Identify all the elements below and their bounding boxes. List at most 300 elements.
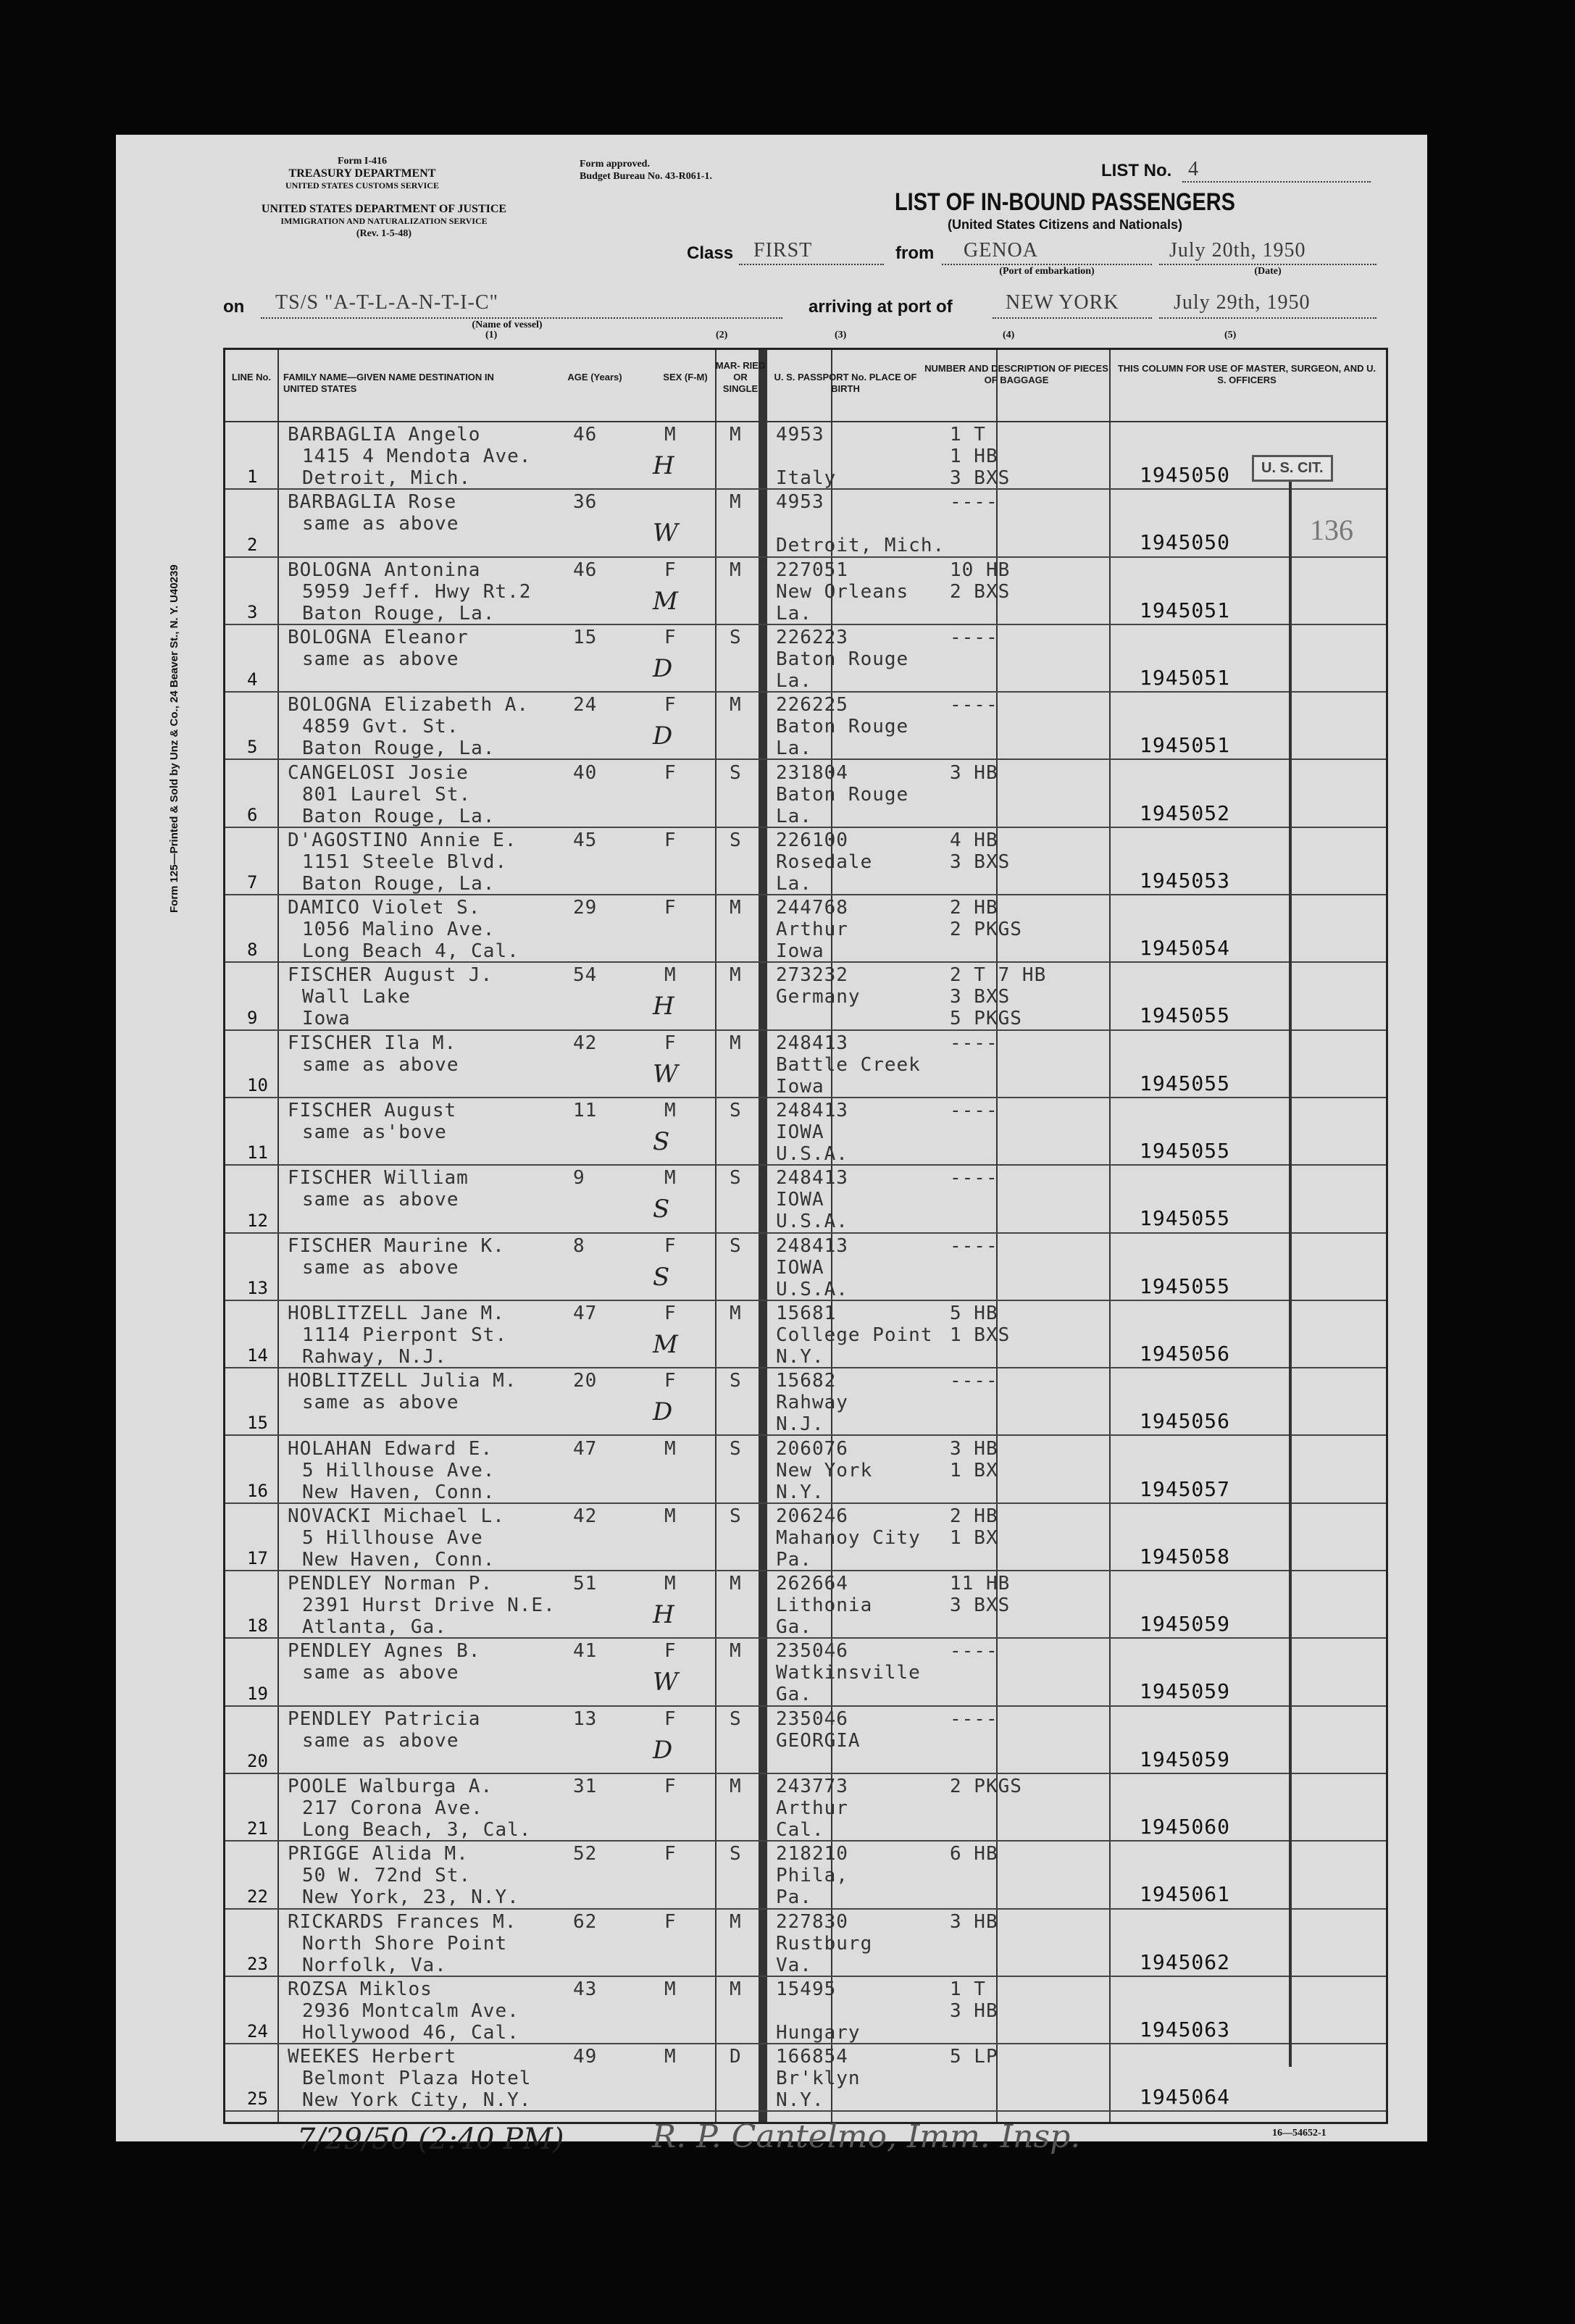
baggage-line-1: 11 HB xyxy=(950,1573,1011,1595)
age: 47 xyxy=(573,1302,598,1324)
line-number: 25 xyxy=(247,2089,268,2110)
baggage-line-3: 5 PKGS xyxy=(950,1008,1022,1030)
address-line-1: North Shore Point xyxy=(302,1932,508,1955)
date-year: 50 xyxy=(1284,239,1306,262)
marital-status: M xyxy=(730,559,742,581)
row-rule xyxy=(225,2110,1386,2112)
form-approved: Form approved. xyxy=(580,159,650,170)
birthplace-line-2: La. xyxy=(776,872,812,895)
marital-status: M xyxy=(730,424,742,446)
address-line-2: Long Beach 4, Cal. xyxy=(302,940,519,963)
approval-block xyxy=(580,158,753,183)
baggage-line-1: ---- xyxy=(950,1032,998,1054)
address-line-1: Wall Lake xyxy=(302,986,411,1008)
date-value xyxy=(1169,239,1305,262)
table-row xyxy=(225,1368,1386,1436)
baggage-line-2: 3 BXS xyxy=(950,986,1011,1008)
sex: M xyxy=(664,1167,677,1190)
baggage-line-2: 1 BXS xyxy=(950,1324,1011,1346)
relation-mark: S xyxy=(653,1127,670,1156)
line-number: 11 xyxy=(247,1142,268,1163)
marital-status: S xyxy=(730,1234,742,1257)
passenger-name: HOBLITZELL Julia M. xyxy=(288,1370,517,1392)
address-line-1: 2391 Hurst Drive N.E. xyxy=(302,1594,556,1617)
sex: F xyxy=(664,1234,677,1257)
birthplace-line-2: Cal. xyxy=(776,1819,824,1841)
sex: F xyxy=(664,1843,677,1865)
sex: F xyxy=(664,1708,677,1730)
address-line-2: Norfolk, Va. xyxy=(302,1954,447,1976)
age: 20 xyxy=(573,1370,598,1392)
passport-number: 227051 xyxy=(776,559,848,581)
col-header-age: AGE (Years) xyxy=(567,372,622,383)
arrival-port: NEW YORK xyxy=(1006,291,1119,314)
marital-status: M xyxy=(730,897,742,919)
baggage-line-1: 10 HB xyxy=(950,559,1011,581)
marital-status: M xyxy=(730,1032,742,1054)
sex: F xyxy=(664,897,677,919)
marital-status: M xyxy=(730,1776,742,1797)
birthplace-line-2: N.Y. xyxy=(776,2089,824,2112)
baggage-line-2: 3 BXS xyxy=(950,850,1011,873)
table-row xyxy=(225,1639,1386,1706)
birthplace-line-1: GEORGIA xyxy=(776,1729,861,1752)
table-row xyxy=(225,1098,1386,1166)
birthplace-line-2: Ga. xyxy=(776,1684,812,1706)
list-label: LIST No. xyxy=(1101,161,1172,180)
list-number-label xyxy=(1101,161,1171,181)
passport-number: 248413 xyxy=(776,1167,848,1190)
age: 54 xyxy=(573,964,598,987)
address-line-1: 217 Corona Ave. xyxy=(302,1797,483,1819)
address-line-1: 1151 Steele Blvd. xyxy=(302,850,508,873)
line-number: 19 xyxy=(247,1683,268,1704)
birthplace-line-1: Rosedale xyxy=(776,850,873,873)
embark-caption: (Port of embarkation) xyxy=(999,266,1095,277)
baggage-line-1: 5 LP xyxy=(950,2046,998,2068)
class-underline xyxy=(739,264,884,265)
age: 51 xyxy=(573,1573,598,1595)
birthplace-line-1: Arthur xyxy=(776,1797,848,1819)
passport-number: 15495 xyxy=(776,1978,837,2000)
sex: F xyxy=(664,694,677,716)
passenger-name: BOLOGNA Antonina xyxy=(288,559,481,581)
age: 31 xyxy=(573,1776,598,1797)
age: 46 xyxy=(573,424,598,446)
birthplace-line-1: Rahway xyxy=(776,1392,848,1414)
baggage-line-1: ---- xyxy=(950,1708,998,1730)
col-header-line: LINE No. xyxy=(231,372,272,383)
birthplace-line-1: Battle Creek xyxy=(776,1053,921,1076)
from-label: from xyxy=(895,243,935,263)
age: 24 xyxy=(573,694,598,716)
officer-number: 1945059 xyxy=(1140,1747,1231,1771)
baggage-line-1: 2 T 7 HB xyxy=(950,964,1047,987)
sex: M xyxy=(664,964,677,987)
passenger-name: BARBAGLIA Rose xyxy=(288,491,457,514)
on-label: on xyxy=(223,297,245,317)
passenger-name: PENDLEY Agnes B. xyxy=(288,1640,481,1663)
age: 49 xyxy=(573,2046,598,2068)
address-line-1: 4859 Gvt. St. xyxy=(302,716,459,738)
birthplace-line-1: Lithonia xyxy=(776,1594,873,1617)
col-num-3: (3) xyxy=(835,330,847,340)
sex: M xyxy=(664,1978,677,2000)
officer-number: 1945060 xyxy=(1140,1815,1231,1839)
side-print: Form 125—Printed & Sold by Unz & Co., 24 Beaver St., N. Y. U40239 xyxy=(168,564,180,913)
sex: F xyxy=(664,761,677,784)
birthplace-line-2: Iowa xyxy=(776,1075,824,1098)
officer-number: 1945058 xyxy=(1140,1544,1231,1568)
officer-number: 1945051 xyxy=(1140,733,1231,758)
birthplace-line-2: U.S.A. xyxy=(776,1278,848,1300)
birthplace-line-1: Watkinsville xyxy=(776,1662,921,1684)
marital-status: S xyxy=(730,1167,742,1190)
line-number: 24 xyxy=(247,2021,268,2042)
line-number: 21 xyxy=(247,1818,268,1839)
line-number: 15 xyxy=(247,1413,268,1434)
baggage-line-2: 2 BXS xyxy=(950,580,1011,603)
officer-number: 1945051 xyxy=(1140,598,1231,622)
marital-status: S xyxy=(730,626,742,648)
passenger-name: WEEKES Herbert xyxy=(288,2046,457,2068)
justice-department: UNITED STATES DEPARTMENT OF JUSTICE xyxy=(261,203,507,215)
relation-mark: M xyxy=(653,586,678,616)
passport-number: 227830 xyxy=(776,1910,848,1933)
birthplace-line-1: IOWA xyxy=(776,1256,824,1279)
passport-number: 4953 xyxy=(776,424,824,446)
sex: F xyxy=(664,559,677,581)
sex: F xyxy=(664,1032,677,1054)
birthplace-line-2: Italy xyxy=(776,467,837,489)
officer-number: 1945051 xyxy=(1140,665,1231,690)
table-row xyxy=(225,1707,1386,1774)
officer-number: 1945050 xyxy=(1140,530,1231,555)
relation-mark: S xyxy=(653,1262,670,1292)
address-line-1: same as'bove xyxy=(302,1121,447,1143)
baggage-line-1: ---- xyxy=(950,1640,998,1663)
birthplace-line-1: IOWA xyxy=(776,1121,824,1143)
treasury-department: TREASURY DEPARTMENT xyxy=(288,167,436,180)
line-number: 16 xyxy=(247,1480,268,1501)
birthplace-line-1: Arthur xyxy=(776,919,848,941)
passenger-name: PRIGGE Alida M. xyxy=(288,1843,469,1865)
relation-mark: W xyxy=(653,1668,678,1697)
baggage-line-1: 3 HB xyxy=(950,1437,998,1460)
age: 45 xyxy=(573,829,598,851)
address-line-1: same as above xyxy=(302,1256,459,1279)
age: 41 xyxy=(573,1640,598,1663)
col-header-married: MAR- RIED OR SINGLE xyxy=(715,360,766,394)
table-row xyxy=(225,1774,1386,1842)
address-line-2: Iowa xyxy=(302,1008,351,1030)
marital-status: M xyxy=(730,491,742,514)
officer-number: 1945056 xyxy=(1140,1409,1231,1434)
address-line-2: Baton Rouge, La. xyxy=(302,805,496,827)
marital-status: D xyxy=(730,2046,742,2068)
passenger-name: FISCHER August xyxy=(288,1100,457,1121)
birthplace-line-1: Phila, xyxy=(776,1865,848,1887)
address-line-2: Baton Rouge, La. xyxy=(302,872,496,895)
address-line-1: same as above xyxy=(302,1189,459,1211)
baggage-line-3: 3 BXS xyxy=(950,467,1011,489)
sex: F xyxy=(664,829,677,851)
passenger-name: DAMICO Violet S. xyxy=(288,897,481,919)
age: 11 xyxy=(573,1100,598,1121)
relation-mark: D xyxy=(653,1397,673,1427)
passenger-name: D'AGOSTINO Annie E. xyxy=(288,829,517,851)
marital-status: S xyxy=(730,829,742,851)
passport-number: 244768 xyxy=(776,897,848,919)
address-line-1: 1114 Pierpont St. xyxy=(302,1324,508,1346)
form-block-treasury xyxy=(268,155,456,192)
age: 62 xyxy=(573,1910,598,1933)
line-number: 8 xyxy=(247,940,258,961)
passenger-name: PENDLEY Patricia xyxy=(288,1708,481,1730)
address-line-1: same as above xyxy=(302,1392,459,1414)
birthplace-line-1: New Orleans xyxy=(776,580,909,603)
sex: M xyxy=(664,2046,677,2068)
baggage-line-1: 6 HB xyxy=(950,1843,998,1865)
address-line-2: Detroit, Mich. xyxy=(302,467,472,489)
line-number: 13 xyxy=(247,1277,268,1298)
age: 40 xyxy=(573,761,598,784)
sex: F xyxy=(664,1640,677,1663)
officer-number: 1945056 xyxy=(1140,1341,1231,1366)
address-line-2: New Haven, Conn. xyxy=(302,1481,496,1503)
passport-number: 248413 xyxy=(776,1234,848,1257)
birthplace-line-2: La. xyxy=(776,737,812,760)
relation-mark: H xyxy=(653,451,674,480)
passport-number: 243773 xyxy=(776,1776,848,1797)
passport-number: 273232 xyxy=(776,964,848,987)
birthplace-line-2: Iowa xyxy=(776,940,824,963)
marital-status: M xyxy=(730,1573,742,1595)
address-line-1: same as above xyxy=(302,1662,459,1684)
birthplace-line-2: Ga. xyxy=(776,1616,812,1639)
passport-number: 218210 xyxy=(776,1843,848,1865)
col-num-1: (1) xyxy=(485,330,498,340)
address-line-1: 5 Hillhouse Ave xyxy=(302,1526,483,1549)
birthplace-line-1: Baton Rouge xyxy=(776,716,909,738)
baggage-line-1: ---- xyxy=(950,694,998,716)
officer-number: 1945059 xyxy=(1140,1612,1231,1637)
col-header-officers: THIS COLUMN FOR USE OF MASTER, SURGEON, AND U. S. OFFICERS xyxy=(1117,363,1376,385)
line-number: 22 xyxy=(247,1886,268,1907)
birthplace-line-2: N.Y. xyxy=(776,1345,824,1368)
vessel-name: TS/S "A-T-L-A-N-T-I-C" xyxy=(275,291,498,314)
print-code: 16—54652-1 xyxy=(1272,2128,1327,2139)
marital-status: S xyxy=(730,1708,742,1730)
passenger-name: FISCHER William xyxy=(288,1167,469,1190)
relation-mark: W xyxy=(653,519,678,548)
address-line-2: New York City, N.Y. xyxy=(302,2089,532,2112)
officer-number: 1945061 xyxy=(1140,1882,1231,1907)
table-row xyxy=(225,1504,1386,1571)
officer-number: 1945054 xyxy=(1140,936,1231,961)
relation-mark: D xyxy=(653,722,673,751)
table-row xyxy=(225,1910,1386,1977)
passport-number: 15682 xyxy=(776,1370,837,1392)
birthplace-line-2: Hungary xyxy=(776,2021,861,2044)
passenger-name: ROZSA Miklos xyxy=(288,1978,433,2000)
date-caption: (Date) xyxy=(1254,266,1282,277)
birthplace-line-1: Mahanoy City xyxy=(776,1526,921,1549)
passenger-name: BARBAGLIA Angelo xyxy=(288,424,481,446)
relation-mark: D xyxy=(653,653,673,683)
sex: F xyxy=(664,1370,677,1392)
baggage-line-1: ---- xyxy=(950,1167,998,1190)
col-header-passport: U. S. PASSPORT No. PLACE OF BIRTH xyxy=(774,372,917,394)
sex: M xyxy=(664,1573,677,1595)
birthplace-line-1: Germany xyxy=(776,986,861,1008)
address-line-1: 5959 Jeff. Hwy Rt.2 xyxy=(302,580,532,603)
table-row xyxy=(225,1234,1386,1301)
marital-status: S xyxy=(730,1505,742,1527)
citizen-stamp: U. S. CIT. xyxy=(1252,455,1333,482)
birthplace-line-1: IOWA xyxy=(776,1189,824,1211)
stamp-count: 136 xyxy=(1310,514,1353,546)
relation-mark: M xyxy=(653,1329,678,1359)
passenger-name: FISCHER August J. xyxy=(288,964,493,987)
address-line-2: Atlanta, Ga. xyxy=(302,1616,447,1639)
passport-number: 235046 xyxy=(776,1708,848,1730)
officer-number: 1945059 xyxy=(1140,1679,1231,1704)
line-number: 3 xyxy=(247,601,258,622)
baggage-line-1: ---- xyxy=(950,1100,998,1121)
sex: F xyxy=(664,626,677,648)
baggage-line-1: 3 HB xyxy=(950,1910,998,1933)
line-number: 6 xyxy=(247,804,258,825)
officer-number: 1945055 xyxy=(1140,1003,1231,1028)
passport-number: 206076 xyxy=(776,1437,848,1460)
officer-number: 1945055 xyxy=(1140,1206,1231,1231)
relation-mark: S xyxy=(653,1195,670,1224)
address-line-1: same as above xyxy=(302,648,459,670)
passenger-name: HOLAHAN Edward E. xyxy=(288,1437,493,1460)
passenger-name: HOBLITZELL Jane M. xyxy=(288,1302,505,1324)
table-row xyxy=(225,693,1386,760)
table-row xyxy=(225,761,1386,828)
relation-mark: W xyxy=(653,1059,678,1089)
baggage-line-1: 1 T xyxy=(950,424,986,446)
class-label: Class xyxy=(687,243,734,263)
sex: M xyxy=(664,1437,677,1460)
relation-mark: H xyxy=(653,992,674,1021)
birthplace-line-1: New York xyxy=(776,1459,873,1481)
passenger-name: RICKARDS Frances M. xyxy=(288,1910,517,1933)
address-line-2: Hollywood 46, Cal. xyxy=(302,2021,519,2044)
line-number: 20 xyxy=(247,1750,268,1771)
table-row xyxy=(225,963,1386,1030)
arrival-date-text: July 29th, 19 xyxy=(1174,291,1289,314)
line-number: 12 xyxy=(247,1210,268,1231)
marital-status: M xyxy=(730,1978,742,2000)
passenger-name: CANGELOSI Josie xyxy=(288,761,469,784)
col-num-4: (4) xyxy=(1003,330,1015,340)
age: 15 xyxy=(573,626,598,648)
arriving-label: arriving at port of xyxy=(809,297,953,317)
marital-status: M xyxy=(730,1910,742,1933)
officer-number: 1945055 xyxy=(1140,1139,1231,1163)
passenger-name: FISCHER Ila M. xyxy=(288,1032,457,1054)
birthplace-line-2: Va. xyxy=(776,1954,812,1976)
vessel-caption: (Name of vessel) xyxy=(472,319,543,330)
age: 29 xyxy=(573,897,598,919)
birthplace-line-2: U.S.A. xyxy=(776,1143,848,1165)
table-row xyxy=(225,1166,1386,1233)
baggage-line-2: 3 HB xyxy=(950,1999,998,2022)
age: 52 xyxy=(573,1843,598,1865)
ditto-line xyxy=(1289,473,1292,2067)
address-line-1: 1415 4 Mendota Ave. xyxy=(302,446,532,467)
col-header-baggage: NUMBER AND DESCRIPTION OF PIECES OF BAGGAGE xyxy=(924,363,1108,385)
address-line-2: Long Beach, 3, Cal. xyxy=(302,1819,532,1841)
passport-number: 166854 xyxy=(776,2046,848,2068)
sex: F xyxy=(664,1302,677,1324)
officer-number: 1945053 xyxy=(1140,868,1231,893)
sex: M xyxy=(664,424,677,446)
passport-number: 248413 xyxy=(776,1100,848,1121)
table-row xyxy=(225,1301,1386,1368)
table-row xyxy=(225,1571,1386,1639)
address-line-1: 1056 Malino Ave. xyxy=(302,919,496,941)
marital-status: S xyxy=(730,1843,742,1865)
relation-mark: D xyxy=(653,1735,673,1765)
line-number: 9 xyxy=(247,1007,258,1028)
age: 42 xyxy=(573,1505,598,1527)
passenger-name: POOLE Walburga A. xyxy=(288,1776,493,1797)
address-line-1: 2936 Montcalm Ave. xyxy=(302,1999,519,2022)
officer-number: 1945055 xyxy=(1140,1071,1231,1095)
passport-number: 231804 xyxy=(776,761,848,784)
passenger-name: FISCHER Maurine K. xyxy=(288,1234,505,1257)
age: 36 xyxy=(573,491,598,514)
passport-number: 226223 xyxy=(776,626,848,648)
age: 13 xyxy=(573,1708,598,1730)
address-line-1: 50 W. 72nd St. xyxy=(302,1865,472,1887)
passport-number: 4953 xyxy=(776,491,824,514)
birthplace-line-2: La. xyxy=(776,805,812,827)
baggage-line-1: 2 PKGS xyxy=(950,1776,1022,1797)
address-line-1: same as above xyxy=(302,513,459,535)
arrival-date-underline xyxy=(1159,317,1376,319)
table-row xyxy=(225,558,1386,625)
birthplace-line-2: U.S.A. xyxy=(776,1211,848,1233)
passport-number: 206246 xyxy=(776,1505,848,1527)
baggage-line-2: 1 BX xyxy=(950,1526,998,1549)
passport-number: 262664 xyxy=(776,1573,848,1595)
line-number: 18 xyxy=(247,1615,268,1637)
sex: F xyxy=(664,1776,677,1797)
passport-number: 15681 xyxy=(776,1302,837,1324)
passenger-name: NOVACKI Michael L. xyxy=(288,1505,505,1527)
page-title: LIST OF IN-BOUND PASSENGERS xyxy=(895,188,1235,216)
line-number: 14 xyxy=(247,1345,268,1366)
table-row xyxy=(225,1842,1386,1909)
marital-status: S xyxy=(730,1437,742,1460)
table-row xyxy=(225,1437,1386,1504)
baggage-line-1: 3 HB xyxy=(950,761,998,784)
baggage-line-1: ---- xyxy=(950,1370,998,1392)
col-num-5: (5) xyxy=(1224,330,1237,340)
birthplace-line-2: Pa. xyxy=(776,1886,812,1909)
marital-status: S xyxy=(730,1100,742,1121)
birthplace-line-1: Br'klyn xyxy=(776,2068,861,2090)
line-number: 23 xyxy=(247,1953,268,1974)
passport-number: 235046 xyxy=(776,1640,848,1663)
marital-status: M xyxy=(730,1302,742,1324)
